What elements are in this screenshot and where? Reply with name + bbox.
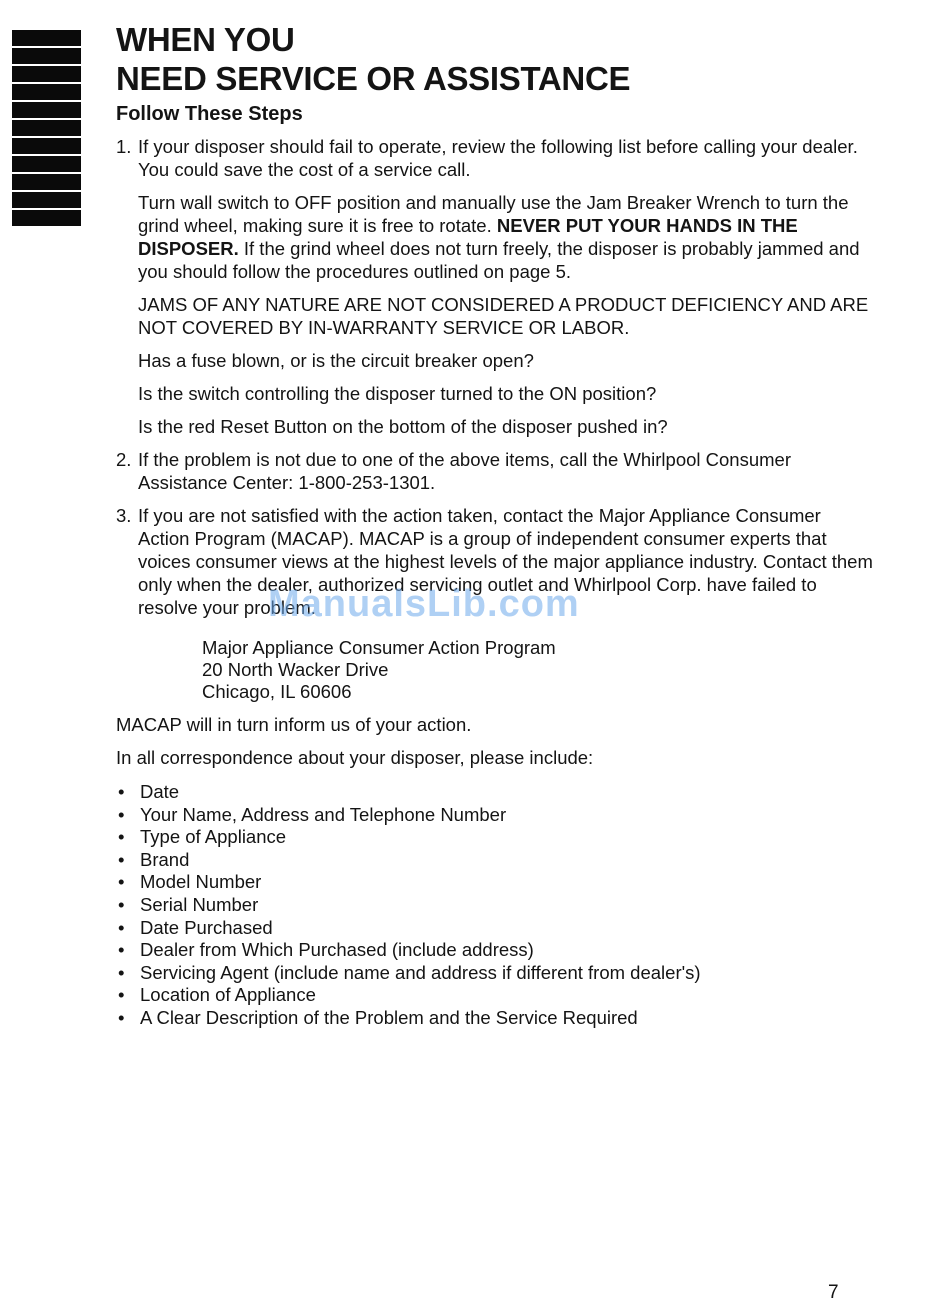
list-item: • A Clear Description of the Problem and the Service Required [118, 1006, 638, 1028]
bullet-icon: • [118, 871, 125, 893]
step-text: If the problem is not due to one of the above items, call the Whirlpool Consumer Assistance Center: 1-800-253-1301. [138, 449, 791, 493]
check-switch: Is the switch controlling the disposer turned to the ON position? [138, 383, 657, 404]
macap-address [202, 637, 876, 703]
tab-bar [12, 102, 81, 118]
hands-warning: NEVER PUT YOUR HANDS IN THE DISPOSER. [138, 215, 798, 259]
correspondence-list [116, 781, 876, 1030]
step-2 [116, 448, 876, 494]
list-item: • Serial Number [118, 893, 259, 915]
check-reset: Is the red Reset Button on the bottom of the disposer pushed in? [138, 416, 668, 437]
list-item: • Date Purchased [118, 916, 273, 938]
bullet-icon: • [118, 893, 125, 915]
bullet-icon: • [118, 781, 125, 802]
watermark: ManualsLib.com [268, 583, 580, 625]
step-number: 1. [116, 136, 132, 157]
wrench-instructions [138, 191, 876, 283]
address-line-1: Major Appliance Consumer Action Program [202, 637, 556, 658]
main-content [116, 135, 876, 1030]
bullet-icon: • [118, 826, 125, 848]
jam-text: If the grind wheel does not turn freely, the disposer is probably jammed and you should follow the procedures outlined on page 5. [138, 238, 860, 282]
tab-bar [12, 192, 81, 208]
list-item: • Location of Appliance [118, 984, 316, 1006]
bullet-icon: • [118, 961, 125, 983]
step-number: 2. [116, 449, 132, 470]
bullet-icon: • [118, 916, 125, 938]
list-item: • Dealer from Which Purchased (include address) [118, 939, 534, 961]
section-subtitle: Follow These Steps [116, 103, 303, 125]
page-title [116, 20, 630, 98]
list-item: • Date [118, 781, 180, 802]
list-item: • Model Number [118, 871, 262, 893]
section-tab-marker [12, 30, 81, 228]
list-item: • Type of Appliance [118, 826, 287, 848]
title-line-1: WHEN YOU [116, 21, 295, 58]
step-1 [116, 135, 876, 181]
tab-bar [12, 30, 81, 46]
tab-bar [12, 138, 81, 154]
list-item: • Your Name, Address and Telephone Number [118, 803, 507, 825]
tab-bar [12, 66, 81, 82]
tab-bar [12, 156, 81, 172]
jams-notice: JAMS OF ANY NATURE ARE NOT CONSIDERED A PRODUCT DEFICIENCY AND ARE NOT COVERED BY IN-WARRANTY SERVICE OR LABOR. [138, 294, 869, 338]
tab-bar [12, 84, 81, 100]
bullet-icon: • [118, 1006, 125, 1028]
bullet-icon: • [118, 848, 125, 870]
step-3 [116, 504, 876, 619]
step-number: 3. [116, 505, 132, 526]
tab-bar [12, 210, 81, 226]
address-line-3: Chicago, IL 60606 [202, 681, 352, 702]
macap-note: MACAP will in turn inform us of your action. [116, 714, 472, 735]
bullet-icon: • [118, 939, 125, 961]
bullet-icon: • [118, 984, 125, 1006]
tab-bar [12, 174, 81, 190]
step-text: If your disposer should fail to operate, review the following list before calling your dealer. You could save the cost of a service call. [138, 136, 858, 180]
tab-bar [12, 48, 81, 64]
list-item: • Brand [118, 848, 190, 870]
wrench-text: Turn wall switch to OFF position and manually use the Jam Breaker Wrench to turn the grind wheel, making sure it is free to rotate. [138, 192, 849, 236]
page-number: 7 [828, 1282, 839, 1303]
list-item: • Servicing Agent (include name and address if different from dealer's) [118, 961, 701, 983]
step-text: If you are not satisfied with the action taken, contact the Major Appliance Consumer Action Program (MACAP). MACAP is a group of independent consumer experts that voices consumer views at the highest levels of the major appliance industry. Contact them only when the dealer, authorized servicing outlet and Whirlpool Corp. have failed to resolve your problem. [138, 505, 873, 618]
check-fuse: Has a fuse blown, or is the circuit breaker open? [138, 350, 534, 371]
title-line-2: NEED SERVICE OR ASSISTANCE [116, 60, 631, 97]
bullet-icon: • [118, 803, 125, 825]
correspondence-intro: In all correspondence about your disposer, please include: [116, 747, 594, 768]
tab-bar [12, 120, 81, 136]
address-line-2: 20 North Wacker Drive [202, 659, 389, 680]
